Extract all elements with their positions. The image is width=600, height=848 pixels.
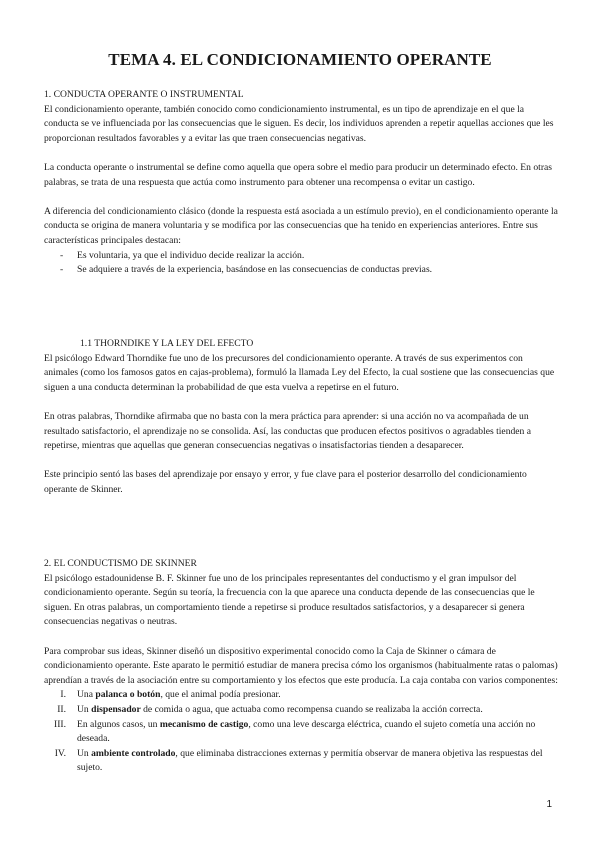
list-item: III. En algunos casos, un mecanismo de castigo, como una leve descarga eléctrica, cuando el sujeto cometía una acción no deseada. [44,718,559,747]
section-heading: 2. EL CONDUCTISMO DE SKINNER [44,558,197,569]
paragraph: El psicólogo estadounidense B. F. Skinner fue uno de los principales representantes del conductismo y el gran impulsor del condicionamiento operante. Según su teoría, la frecuencia con la que aparece una conducta depende de las consecuencias que le siguen. En otras palabras, un comportamiento tiende a repetirse si produce resultados satisfactorios, y a desaparecer si genera consecuencias negativas o neutras. [44,572,535,628]
section-heading: 1. CONDUCTA OPERANTE O INSTRUMENTAL [44,89,244,100]
paragraph: Para comprobar sus ideas, Skinner diseñó un dispositivo experimental conocido como la Caja de Skinner o cámara de condicionamiento operante. Este aparato le permitió estudiar de manera precisa cómo los organismos (habitualmente ratas o palomas) aprendían a través de la asociación entre su comportamiento y los efectos que este producía. La caja contaba con varios componentes: [44,645,558,686]
paragraph: El condicionamiento operante, también conocido como condicionamiento instrumental, es un tipo de aprendizaje en el que la conducta se ve influenciada por las consecuencias que le siguen. Es decir, los individuos aprenden a repetir aquellas acciones que les proporcionan resultados favorables y a evitar las que traen consecuencias negativas. [44,103,554,144]
roman-marker: IV. [54,747,66,759]
characteristics-list [44,249,559,278]
document-title: TEMA 4. EL CONDICIONAMIENTO OPERANTE [108,50,492,69]
list-item: IV. Un ambiente controlado, que eliminaba distracciones externas y permitía observar de manera objetiva las respuestas del sujeto. [44,747,559,776]
bold-term: dispensador [91,703,141,715]
roman-marker: I. [60,689,66,701]
list-item: - Es voluntaria, ya que el individuo decide realizar la acción. [44,249,559,264]
dash-marker: - [60,249,64,261]
list-item: II. Un dispensador de comida o agua, que actuaba como recompensa cuando se realizaba la acción correcta. [44,703,559,718]
subsection-heading: 1.1 THORNDIKE Y LA LEY DEL EFECTO [80,338,254,349]
bold-term: mecanismo de castigo [159,718,249,730]
list-item: - Se adquiere a través de la experiencia, basándose en las consecuencias de conductas previas. [44,263,559,278]
roman-marker: II. [57,703,66,715]
section-conducta-operante [44,88,559,278]
bold-term: ambiente controlado [91,747,176,759]
page-number: 1 [546,799,552,810]
section-skinner [44,557,559,776]
roman-marker: III. [54,718,66,730]
paragraph: Este principio sentó las bases del aprendizaje por ensayo y error, y fue clave para el posterior desarrollo del condicionamiento operante de Skinner. [44,469,527,495]
bold-term: palanca o botón [95,689,161,701]
paragraph: En otras palabras, Thorndike afirmaba que no basta con la mera práctica para aprender: si una acción no va acompañada de un resultado satisfactorio, el aprendizaje no se consolida. Así, las conductas que producen efectos positivos o agradables tienden a repetirse, mientras que aquellas que generan consecuencias negativas o insatisfactorias tienden a desaparecer. [44,410,531,452]
paragraph: El psicólogo Edward Thorndike fue uno de los precursores del condicionamiento operante. A través de sus experimentos con animales (como los famosos gatos en cajas-problema), formuló la llamada Ley del Efecto, la cual sostiene que las consecuencias que siguen a una conducta determinan la probabilidad de que esta vuelva a repetirse en el futuro. [44,352,555,393]
section-thorndike [44,337,559,498]
paragraph: A diferencia del condicionamiento clásico (donde la respuesta está asociada a un estímulo previo), en el condicionamiento operante la conducta se origina de manera voluntaria y se modifica por las consecuencias que ha tenido en experiencias anteriores. Entre sus características principales destacan: [44,205,558,246]
list-item: I. Una palanca o botón, que el animal podía presionar. [44,688,559,703]
dash-marker: - [60,264,64,276]
paragraph: La conducta operante o instrumental se define como aquella que opera sobre el medio para producir un determinado efecto. En otras palabras, se trata de una respuesta que actúa como instrumento para obtener una recompensa o evitar un castigo. [44,161,553,188]
skinner-box-components [44,688,559,776]
